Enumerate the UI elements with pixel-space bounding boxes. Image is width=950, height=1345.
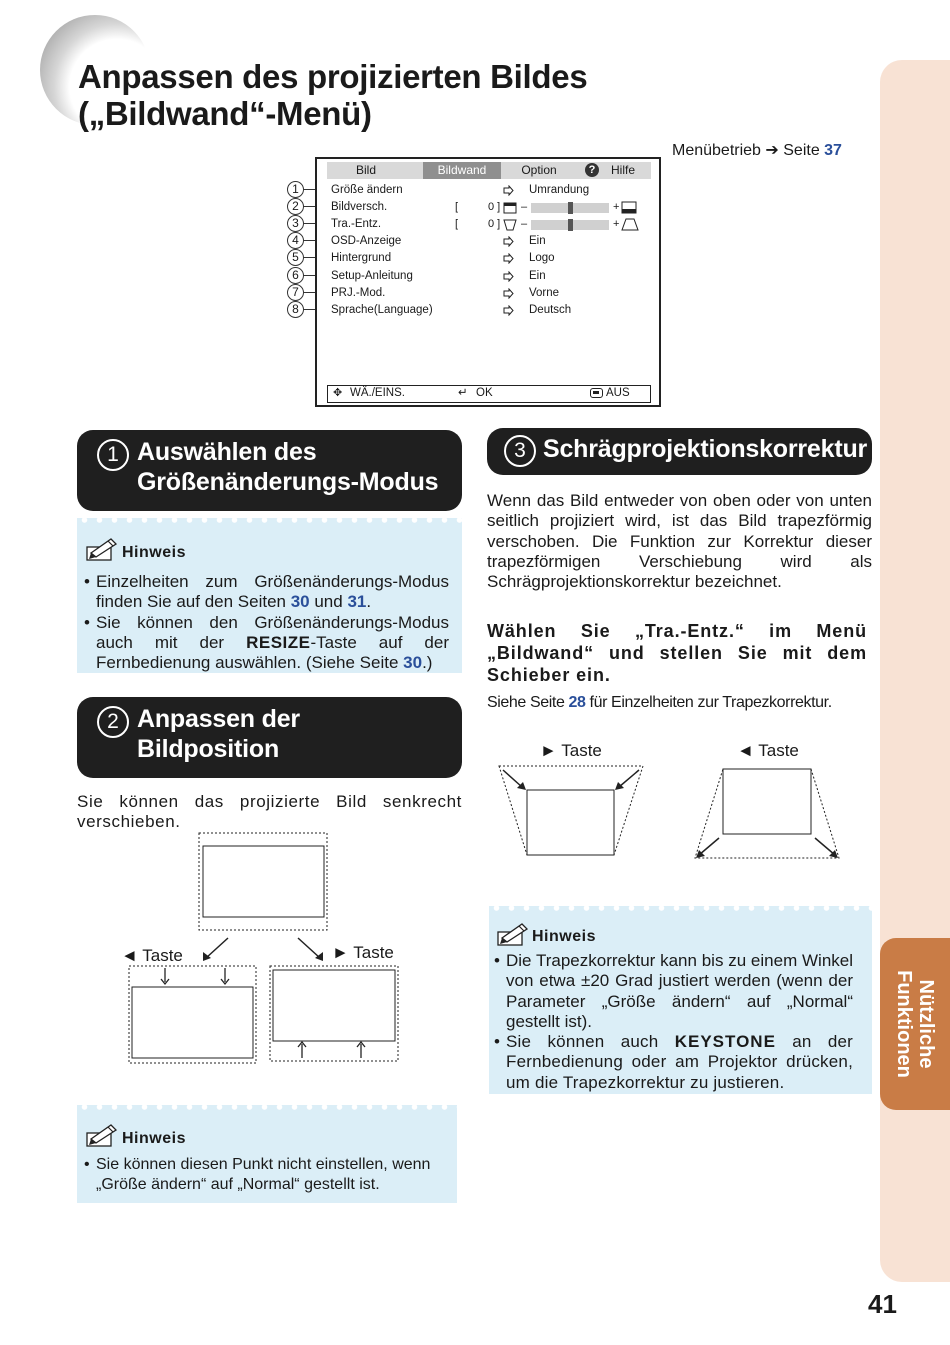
hint-text: Einzelheiten zum Größenänderungs-Modus finden Sie auf den Seiten [96, 572, 449, 612]
osd-plus: + [613, 201, 620, 214]
section-3-title: Schrägprojektionskorrektur [543, 435, 868, 463]
hint-text: Sie können den Größenänderungs-Modus auch mit der [96, 612, 449, 652]
osd-menu-screenshot [315, 157, 661, 407]
section-3-instruction: Wählen Sie „Tra.-Entz.“ im Menü „Bildwand“ und stellen Sie mit dem Schieber ein. [487, 621, 867, 685]
osd-row [317, 216, 663, 233]
hint-keyword: KEYSTONE [674, 1032, 776, 1052]
osd-callout-number: 8 [287, 301, 304, 318]
section-1-header [77, 430, 462, 511]
section-3-header [487, 428, 872, 475]
page-link-28[interactable]: 28 [568, 694, 586, 711]
section-2-header [77, 697, 462, 778]
section-2-body: Sie können das projizierte Bild senkrecht verschieben. [77, 792, 462, 832]
page-link-30b[interactable]: 30 [403, 653, 423, 673]
osd-plus: + [613, 218, 620, 231]
page-title: Anpassen des projizierten Bildes („Bildwand“-Menü) [78, 58, 588, 132]
osd-row [317, 182, 663, 199]
keystone-wide-icon [621, 218, 639, 231]
osd-minus: – [521, 201, 528, 214]
keystone-top-wide [499, 766, 643, 855]
keystone-icon [503, 219, 517, 231]
page-number: 41 [868, 1289, 897, 1319]
hint-dotted-edge [77, 1105, 457, 1111]
osd-row [317, 233, 663, 250]
hint-text: und [309, 592, 348, 612]
osd-row-label: OSD-Anzeige [331, 235, 402, 248]
osd-row [317, 285, 663, 302]
osd-row-value: Ein [529, 235, 546, 248]
osd-tab-bar [327, 162, 651, 179]
osd-row-label: PRJ.-Mod. [331, 286, 386, 299]
osd-tab-option: Option [521, 163, 557, 177]
left-button-label: ◄ Taste [121, 946, 183, 965]
side-tab-label-box [880, 938, 950, 1110]
osd-row-label: Bildversch. [331, 201, 388, 214]
osd-callout-number: 6 [287, 267, 304, 284]
osd-row-value: Umrandung [529, 184, 590, 196]
menu-ref-page-link[interactable]: 37 [824, 142, 842, 159]
shifted-up-screen [270, 966, 398, 1061]
hint-text: . [366, 592, 372, 612]
osd-footer-ok: OK [476, 387, 493, 399]
hint-bullet [494, 1032, 853, 1093]
section-3-number: 3 [504, 435, 536, 467]
arrowhead [315, 952, 323, 961]
keystone-bottom-wide [695, 769, 839, 858]
osd-row-value: Deutsch [529, 303, 572, 316]
move-arrows-icon: ✥ [333, 387, 343, 399]
hint-text: -Taste auf der Fernbedienung auswählen. (Siehe Seite [96, 632, 449, 673]
original-screen [199, 833, 327, 930]
hint-bullet: • Sie können diesen Punkt nicht einstellen, wenn „Größe ändern“ auf „Normal“ gestellt ist. [84, 1155, 449, 1194]
osd-footer-exit: AUS [606, 387, 630, 399]
osd-number: 0 ] [488, 218, 501, 231]
submenu-arrow-icon [503, 185, 514, 196]
menu-ref-prefix: Menübetrieb ➔ Seite [672, 142, 825, 159]
question-circle-icon: ? [585, 163, 599, 177]
arrow-right-shift [298, 938, 320, 958]
menu-reference [672, 140, 842, 160]
osd-callout-number: 3 [287, 215, 304, 232]
keystone-left-button-label: ◄ Taste [737, 741, 799, 760]
hint-dotted-edge [77, 518, 462, 524]
pencil-note-icon [496, 921, 530, 947]
section-2-title: Anpassen der Bildposition [137, 705, 300, 763]
hint-bullet: • Die Trapezkorrektur kann bis zu einem Winkel von etwa ±20 Grad justiert werden (wenn der Parameter „Größe ändern“ auf „Normal“ gestellt ist). [494, 951, 853, 1032]
hint-list [84, 572, 449, 673]
hint-box-keystone [489, 906, 872, 1094]
osd-row-value: Vorne [529, 286, 560, 299]
osd-footer [327, 385, 651, 403]
hint-list [84, 1155, 449, 1194]
arrow-left-shift [206, 938, 228, 958]
hint-keyword: RESIZE [246, 632, 311, 652]
osd-row-label: Tra.-Entz. [331, 218, 382, 231]
osd-bracket: [ [455, 201, 459, 214]
osd-callout-number: 7 [287, 284, 304, 301]
section-3-see-page [487, 694, 877, 712]
hint-box-position [77, 1105, 457, 1203]
osd-callout-number: 2 [287, 198, 304, 215]
osd-row-label: Größe ändern [331, 184, 403, 196]
osd-footer-select: WÄ./EINS. [350, 387, 405, 399]
submenu-arrow-icon [503, 236, 514, 247]
hint-title: Hinweis [122, 1130, 186, 1147]
hint-box-resize [77, 518, 462, 673]
osd-row-value: Ein [529, 269, 546, 282]
submenu-arrow-icon [503, 305, 514, 316]
osd-row [317, 199, 663, 216]
shifted-down-screen [129, 966, 256, 1063]
section-1-number: 1 [97, 439, 129, 471]
osd-row-label: Sprache(Language) [331, 303, 433, 316]
osd-slider-thumb[interactable] [568, 202, 573, 214]
pencil-note-icon [85, 1122, 119, 1148]
keystone-diagram [490, 760, 850, 860]
section-2-number: 2 [97, 706, 129, 738]
osd-row [317, 268, 663, 285]
osd-tab-bild: Bild [355, 163, 376, 177]
arrowhead [203, 952, 211, 961]
osd-slider[interactable] [531, 203, 609, 213]
osd-slider-thumb[interactable] [568, 219, 573, 231]
hint-text: an der Fernbedienung oder am Projektor drücken, um die Trapezkorrektur zu justieren. [506, 1032, 853, 1092]
osd-row-label: Hintergrund [331, 252, 392, 265]
see-page-text: für Einzelheiten zur Trapezkorrektur. [585, 694, 832, 711]
osd-row [317, 250, 663, 267]
submenu-arrow-icon [503, 253, 514, 264]
osd-bracket: [ [455, 218, 459, 231]
hint-text: .) [422, 653, 433, 673]
osd-row-value: Logo [529, 252, 555, 265]
osd-minus: – [521, 218, 528, 231]
hint-title: Hinweis [122, 544, 186, 561]
enter-icon: ↵ [458, 387, 468, 399]
osd-tab-bildwand: Bildwand [423, 162, 501, 179]
pencil-note-icon [85, 536, 119, 562]
see-page-text: Siehe Seite [487, 694, 569, 711]
menu-button-icon [590, 388, 603, 398]
hint-dotted-edge [489, 906, 872, 912]
osd-slider[interactable] [531, 220, 609, 230]
submenu-arrow-icon [503, 288, 514, 299]
submenu-arrow-icon [503, 271, 514, 282]
osd-callout-number: 1 [287, 181, 304, 198]
osd-tab-hilfe: Hilfe [610, 163, 635, 177]
hint-list [494, 951, 853, 1093]
section-3-body: Wenn das Bild entweder von oben oder von unten seitlich projiziert wird, ist das Bild trapezförmig verschoben. Die Funktion zur Korrektur dieser trapezförmigen Verschiebung wird als Schrägprojektionskorrektur bezeichnet. [487, 491, 872, 592]
osd-row-label: Setup-Anleitung [331, 269, 413, 282]
osd-number: 0 ] [488, 201, 501, 214]
keystone-right-button-label: ► Taste [540, 741, 602, 760]
hint-bullet [84, 572, 449, 613]
image-shift-down-icon [621, 201, 637, 214]
page-link-30[interactable]: 30 [290, 592, 310, 612]
hint-title: Hinweis [532, 928, 596, 945]
side-tab-label: Nützliche Funktionen [893, 970, 937, 1078]
image-shift-icon [503, 202, 517, 214]
right-button-label: ► Taste [332, 943, 394, 962]
section-1-title: Auswählen des Größenänderungs-Modus [137, 438, 439, 496]
page-link-31[interactable]: 31 [347, 592, 367, 612]
hint-bullet [84, 613, 449, 674]
osd-callout-number: 5 [287, 249, 304, 266]
hint-text: Sie können auch [506, 1032, 675, 1052]
osd-callout-number: 4 [287, 232, 304, 249]
osd-row [317, 302, 663, 319]
